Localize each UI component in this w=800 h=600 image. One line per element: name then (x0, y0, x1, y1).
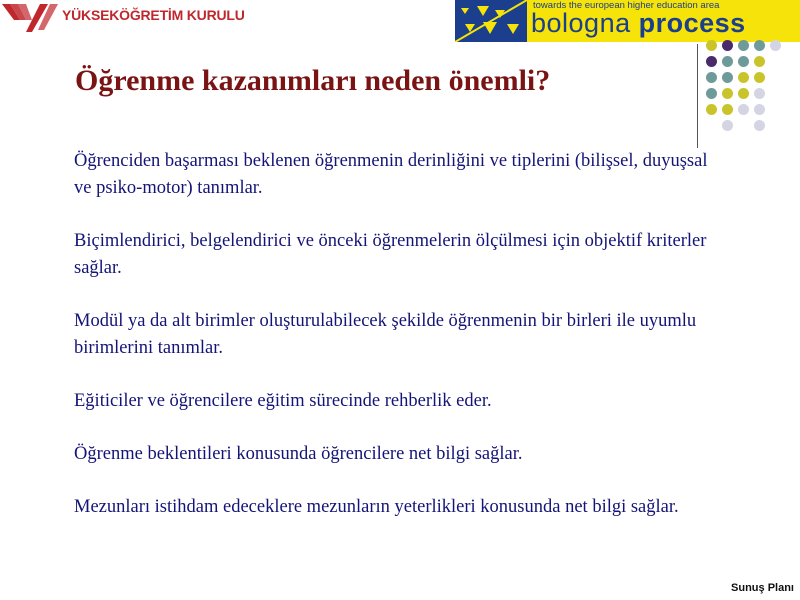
decorative-dot (754, 40, 765, 51)
body-paragraph: Eğiticiler ve öğrencilere eğitim sürecinde rehberlik eder. (74, 391, 492, 411)
decorative-dot (722, 104, 733, 115)
decorative-dot (706, 72, 717, 83)
slide-title: Öğrenme kazanımları neden önemli? (75, 64, 551, 97)
yok-logo-text: YÜKSEKÖĞRETİM KURULU (62, 7, 245, 23)
bologna-stars-icon (455, 0, 527, 42)
body-paragraph: Biçimlendirici, belgelendirici ve önceki öğrenmelerin ölçülmesi için objektif kriterler sağlar. (74, 231, 707, 278)
bologna-wordmark (531, 8, 746, 39)
decorative-dot (754, 104, 765, 115)
decorative-dot (738, 40, 749, 51)
decorative-dot (722, 120, 733, 131)
decorative-dot (722, 40, 733, 51)
yok-logo (0, 0, 245, 34)
bologna-emblem (455, 0, 527, 42)
body-paragraph: Öğrenme beklentileri konusunda öğrencilere net bilgi sağlar. (74, 444, 523, 464)
decorative-dot (738, 56, 749, 67)
yok-emblem-icon (0, 0, 60, 34)
bologna-process-banner (455, 0, 800, 42)
body-paragraph: Öğrenciden başarması beklenen öğrenmenin derinliğini ve tiplerini (bilişsel, duyuşsal ve psiko-motor) tanımlar. (74, 151, 708, 198)
bologna-word: bologna (531, 8, 631, 38)
decorative-dot (722, 88, 733, 99)
decorative-dot (754, 88, 765, 99)
decorative-dot (706, 40, 717, 51)
decorative-dot (722, 72, 733, 83)
presentation-plan-link[interactable]: Sunuş Planı (731, 582, 794, 594)
decorative-dot (754, 56, 765, 67)
process-word: process (638, 8, 746, 38)
decorative-dot (754, 120, 765, 131)
slide-body (74, 148, 714, 547)
decorative-dot (706, 56, 717, 67)
decorative-dot (738, 104, 749, 115)
decorative-dot (722, 56, 733, 67)
decorative-dot (706, 88, 717, 99)
decorative-dot (706, 104, 717, 115)
decorative-dot (738, 72, 749, 83)
body-paragraph: Mezunları istihdam edeceklere mezunların yeterlikleri konusunda net bilgi sağlar. (74, 497, 679, 517)
decorative-dot (738, 88, 749, 99)
decorative-divider (697, 44, 698, 148)
decorative-dot (770, 40, 781, 51)
decorative-dot (754, 72, 765, 83)
bologna-tagline: towards the european higher education area (533, 0, 720, 11)
body-paragraph: Modül ya da alt birimler oluşturulabilecek şekilde öğrenmenin bir birleri ile uyumlu birimlerini tanımlar. (74, 311, 697, 358)
